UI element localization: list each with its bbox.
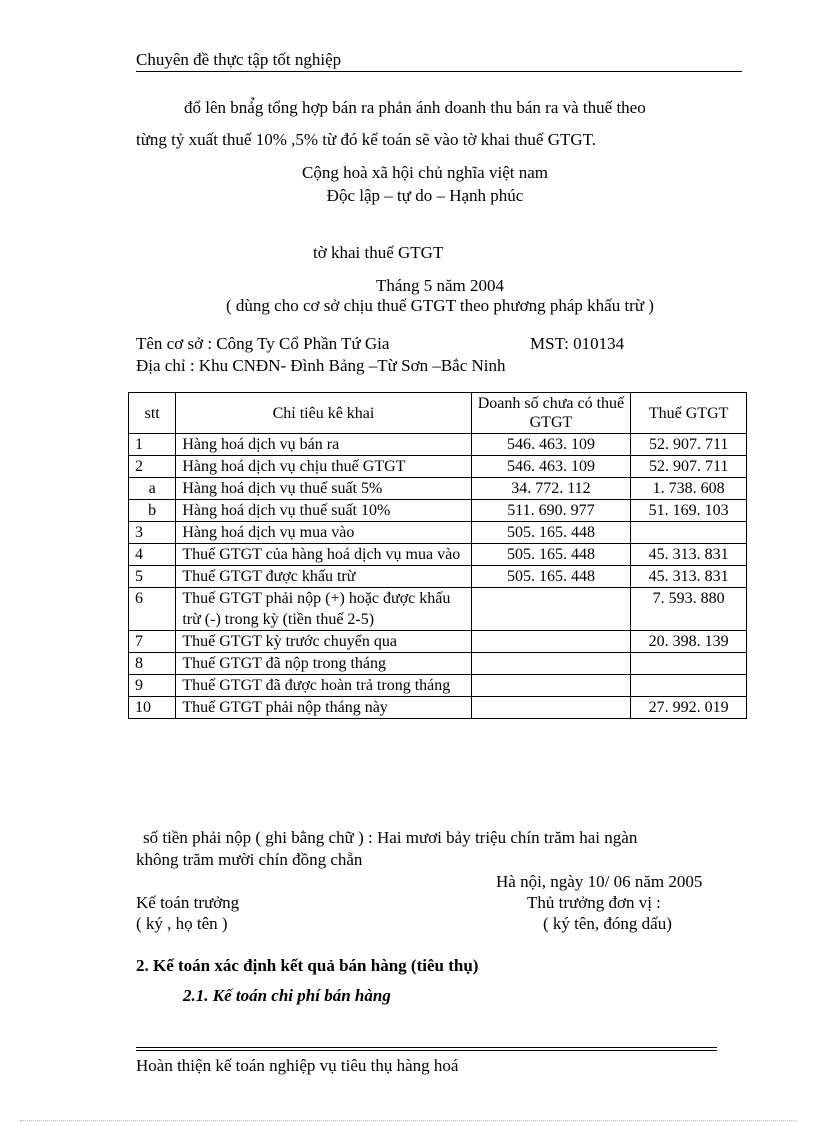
header-item: Chỉ tiêu kê khai <box>176 393 471 434</box>
unit-head-note: ( ký tên, đóng dấu) <box>543 914 672 933</box>
cell-stt: 9 <box>129 675 176 697</box>
table-row <box>129 653 747 675</box>
intro-line-1: đổ lên bnả̉g tổng hợp bán ra phản ánh doanh thu bán ra và thuế theo <box>184 98 646 117</box>
cell-stt: 4 <box>129 544 176 566</box>
header-rule <box>136 71 742 72</box>
amount-words-line-1: số tiền phải nộp ( ghi bằng chữ ) : Hai mươi bảy triệu chín trăm hai ngàn <box>143 828 638 847</box>
header-revenue: Doanh số chưa có thuế GTGT <box>471 393 631 434</box>
cell-stt: 5 <box>129 566 176 588</box>
cell-stt: 10 <box>129 697 176 719</box>
form-note: ( dùng cho cơ sở chịu thuế GTGT theo phương pháp khấu trừ ) <box>226 296 654 315</box>
cell-item: Thuế GTGT của hàng hoá dịch vụ mua vào <box>176 544 471 566</box>
cell-tax: 52. 907. 711 <box>631 456 747 478</box>
page-bottom-border <box>20 1120 796 1121</box>
cell-revenue: 505. 165. 448 <box>471 566 631 588</box>
form-title: tờ khai thuế GTGT <box>313 243 444 262</box>
cell-revenue <box>471 653 631 675</box>
cell-revenue <box>471 588 631 631</box>
motto-line-1: Cộng hoà xã hội chủ nghĩa việt nam <box>302 163 548 182</box>
table-row <box>129 456 747 478</box>
cell-item: Thuế GTGT phải nộp (+) hoặc được khấu trừ (-) trong kỳ (tiền thuế 2-5) <box>176 588 471 631</box>
cell-revenue: 505. 165. 448 <box>471 522 631 544</box>
table-header-row <box>129 393 747 434</box>
cell-revenue: 546. 463. 109 <box>471 434 631 456</box>
cell-item: Thuế GTGT phải nộp tháng này <box>176 697 471 719</box>
footer-rule-top <box>136 1047 717 1048</box>
cell-tax: 52. 907. 711 <box>631 434 747 456</box>
form-month: Tháng 5 năm 2004 <box>376 276 504 295</box>
cell-item: Hàng hoá dịch vụ thuế suất 10% <box>176 500 471 522</box>
cell-stt: 2 <box>129 456 176 478</box>
table-row <box>129 675 747 697</box>
footer-rule-bottom <box>136 1050 717 1051</box>
table-row <box>129 631 747 653</box>
cell-revenue <box>471 697 631 719</box>
section-2-heading: 2. Kế toán xác định kết quả bán hàng (tiêu thụ) <box>136 956 479 975</box>
page-footer-title: Hoàn thiện kế toán nghiệp vụ tiêu thụ hàng hoá <box>136 1056 459 1075</box>
cell-item: Thuế GTGT đã được hoàn trả trong tháng <box>176 675 471 697</box>
table-row <box>129 478 747 500</box>
section-2-1-heading: 2.1. Kế toán chi phí bán hàng <box>183 986 391 1005</box>
table-row <box>129 566 747 588</box>
cell-stt: b <box>129 500 176 522</box>
tax-code: MST: 010134 <box>530 334 625 353</box>
cell-revenue: 34. 772. 112 <box>471 478 631 500</box>
cell-stt: a <box>129 478 176 500</box>
page-header-title: Chuyên đề thực tập tốt nghiệp <box>136 50 342 69</box>
cell-stt: 8 <box>129 653 176 675</box>
cell-item: Hàng hoá dịch vụ mua vào <box>176 522 471 544</box>
cell-tax <box>631 653 747 675</box>
cell-revenue: 511. 690. 977 <box>471 500 631 522</box>
signature-date: Hà nội, ngày 10/ 06 năm 2005 <box>496 872 703 891</box>
table-row <box>129 522 747 544</box>
company-address: Địa chỉ : Khu CNĐN- Đình Bảng –Từ Sơn –Bắc Ninh <box>136 356 506 375</box>
cell-stt: 3 <box>129 522 176 544</box>
cell-tax: 20. 398. 139 <box>631 631 747 653</box>
cell-tax: 1. 738. 608 <box>631 478 747 500</box>
cell-item: Hàng hoá dịch vụ thuế suất 5% <box>176 478 471 500</box>
company-name: Tên cơ sở : Công Ty Cổ Phần Tứ Gia <box>136 334 390 353</box>
cell-tax: 27. 992. 019 <box>631 697 747 719</box>
cell-tax: 51. 169. 103 <box>631 500 747 522</box>
table-row <box>129 697 747 719</box>
header-tax: Thuế GTGT <box>631 393 747 434</box>
cell-item: Hàng hoá dịch vụ chịu thuế GTGT <box>176 456 471 478</box>
cell-stt: 6 <box>129 588 176 631</box>
amount-words-line-2: không trăm mười chín đồng chẵn <box>136 850 363 869</box>
cell-item: Hàng hoá dịch vụ bán ra <box>176 434 471 456</box>
cell-item: Thuế GTGT kỳ trước chuyển qua <box>176 631 471 653</box>
tax-declaration-table <box>128 392 747 719</box>
intro-line-2: từng tỷ xuất thuế 10% ,5% từ đó kế toán sẽ vào tờ khai thuế GTGT. <box>136 130 597 149</box>
table-row <box>129 544 747 566</box>
cell-tax: 45. 313. 831 <box>631 544 747 566</box>
cell-tax <box>631 675 747 697</box>
cell-tax: 45. 313. 831 <box>631 566 747 588</box>
cell-revenue: 546. 463. 109 <box>471 456 631 478</box>
table-row <box>129 434 747 456</box>
unit-head-title: Thủ trưởng đơn vị : <box>527 893 661 912</box>
cell-item: Thuế GTGT được khấu trừ <box>176 566 471 588</box>
cell-revenue <box>471 631 631 653</box>
motto-line-2: Độc lập – tự do – Hạnh phúc <box>326 186 524 205</box>
cell-revenue: 505. 165. 448 <box>471 544 631 566</box>
header-stt: stt <box>129 393 176 434</box>
cell-stt: 7 <box>129 631 176 653</box>
chief-accountant-note: ( ký , họ tên ) <box>136 914 228 933</box>
chief-accountant-title: Kế toán trưởng <box>136 893 240 912</box>
cell-tax <box>631 522 747 544</box>
cell-stt: 1 <box>129 434 176 456</box>
table-row <box>129 588 747 631</box>
table-row <box>129 500 747 522</box>
cell-tax: 7. 593. 880 <box>631 588 747 631</box>
cell-revenue <box>471 675 631 697</box>
cell-item: Thuế GTGT đã nộp trong tháng <box>176 653 471 675</box>
